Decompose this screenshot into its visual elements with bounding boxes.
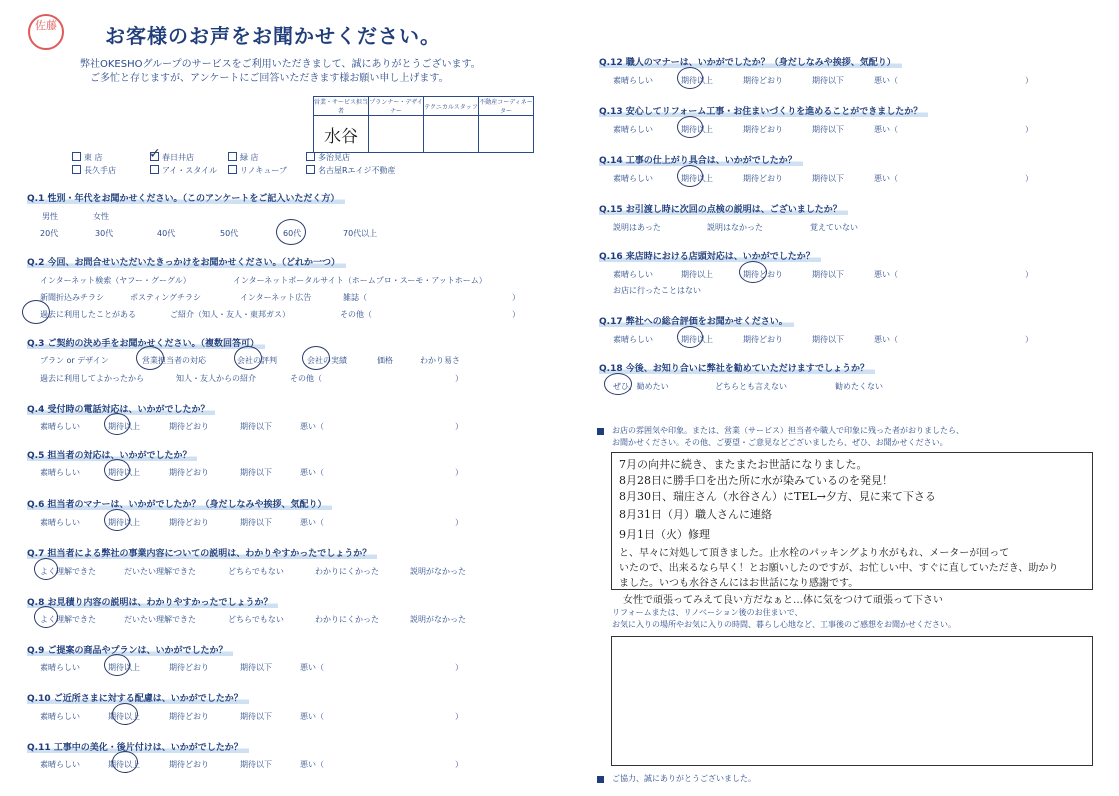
q6-as-expected[interactable]: 期待どおり [169,518,209,527]
q2-title-text: Q.2 今回、お問合せいただいたきっかけをお聞かせください。（どれか一つ） [27,258,346,268]
q14-as-expected[interactable]: 期待どおり [743,174,783,183]
staff-header-sales: 営業・サービス担当者 [314,97,369,116]
store-midori[interactable] [228,152,306,163]
q1-age-70s[interactable]: 70代以上 [343,229,378,238]
q2-internet-search[interactable]: インターネット検索（ヤフー・グーグル） [40,276,191,285]
answer-circle [677,116,703,138]
q5-bad[interactable]: 悪い（ [300,468,324,477]
comment1-prompt [612,425,964,449]
handwriting-line-1: 7月の向井に続き、またまたお世話になりました。 [619,458,868,471]
checkbox[interactable] [228,152,237,161]
q9-as-expected[interactable]: 期待どおり [169,663,209,672]
checkbox[interactable] [72,152,81,161]
q8-hard-to-understand[interactable]: わかりにくかった [315,615,379,624]
page-title: お客様のお声をお聞かせください。 [105,24,441,48]
q10-bad[interactable]: 悪い（ [300,712,324,721]
staff-header-technical: テクニカルスタッフ [424,97,479,116]
answer-circle [22,300,50,324]
q6-title-text: Q.6 担当者のマナーは、いかがでしたか？（身だしなみや挨拶、気配り） [27,500,332,510]
q2-magazine-close: ） [512,293,520,302]
q16-above[interactable]: 期待以上 [681,270,713,279]
store-label: 春日井店 [162,153,194,162]
q3-other[interactable]: その他（ [290,374,322,383]
q6-below[interactable]: 期待以下 [240,518,272,527]
handwriting-line-8: ました。いつも水谷さんにはお世話になり感謝です。 [619,578,859,589]
q11-above[interactable]: 期待以上 [108,760,140,769]
q14-bad-close: ） [1025,174,1033,183]
answer-circle [112,703,138,725]
planner-name[interactable] [369,116,424,153]
q4-bad-close: ） [455,422,463,431]
q4-as-expected[interactable]: 期待どおり [169,422,209,431]
q5-above[interactable]: 期待以上 [108,468,140,477]
technical-name[interactable] [424,116,479,153]
answer-circle [604,373,632,395]
q3-sales-response[interactable]: 営業担当者の対応 [142,356,206,365]
q12-title-text: Q.12 職人のマナーは、いかがでしたか？（身だしなみや挨拶、気配り） [599,58,902,68]
q18-title-text: Q.18 今後、お知り合いに弊社を勧めていただけますでしょうか？ [599,364,875,374]
q10-title [27,691,249,704]
q12-as-expected[interactable]: 期待どおり [743,76,783,85]
q8-neither[interactable]: どちらでもない [228,615,284,624]
q12-title [599,55,902,68]
q5-title-text: Q.5 担当者の対応は、いかがでしたか？ [27,451,197,461]
bullet-square-icon [597,776,604,783]
q2-newspaper-flyer[interactable]: 新聞折込みチラシ [40,293,104,302]
q3-other-close: ） [455,374,463,383]
q9-bad-close: ） [455,663,463,672]
store-label: リノキューブ [240,166,287,175]
staff-header-realestate: 不動産コーディネーター [479,97,534,116]
q13-excellent[interactable]: 素晴らしい [613,125,653,134]
q10-title-text: Q.10 ご近所さまに対する配慮は、いかがでしたか？ [27,694,249,704]
answer-circle [34,606,58,628]
answer-circle [104,413,130,435]
handwriting-line-3: 8月30日、瑞庄さん（水谷さん）にTEL→夕方、見に来て下さる [619,490,936,503]
q4-bad[interactable]: 悪い（ [300,422,324,431]
handwriting-line-9: 女性で頑張ってみえて良い方だなぁと…体に気をつけて頑張って下さい [623,595,943,606]
q1-gender-male[interactable]: 男性 [42,212,58,221]
q1-gender-female[interactable]: 女性 [93,212,109,221]
store-tajimi[interactable] [306,152,384,163]
q10-excellent[interactable]: 素晴らしい [40,712,80,721]
q8-no-explanation[interactable]: 説明がなかった [410,615,466,624]
q5-below[interactable]: 期待以下 [240,468,272,477]
q16-bad-close: ） [1025,270,1033,279]
q8-title-text: Q.8 お見積り内容の説明は、わかりやすかったでしょうか？ [27,598,278,608]
q7-understood-well[interactable]: よく理解できた [40,567,96,576]
q16-below[interactable]: 期待以下 [812,270,844,279]
store-label: 長久手店 [84,166,116,175]
q2-other-close: ） [512,310,520,319]
q1-title-text: Q.1 性別・年代をお聞かせください。（このアンケートをご記入いただく方） [27,194,345,204]
q13-bad[interactable]: 悪い（ [874,125,898,134]
store-nagakute[interactable] [72,165,150,176]
q7-title-text: Q.7 担当者による弊社の事業内容についての説明は、わかりやすかったでしょうか？ [27,549,377,559]
q13-below[interactable]: 期待以下 [812,125,844,134]
q9-title-text: Q.9 ご提案の商品やプランは、いかがでしたか？ [27,646,233,656]
store-label: 緑 店 [240,153,259,162]
q9-above[interactable]: 期待以上 [108,663,140,672]
q5-as-expected[interactable]: 期待どおり [169,468,209,477]
store-label: アイ・スタイル [162,166,218,175]
q6-excellent[interactable]: 素晴らしい [40,518,80,527]
q6-bad-close: ） [455,518,463,527]
q2-internet-ad[interactable]: インターネット広告 [240,293,312,302]
q18-definitely-recommend[interactable]: ぜひ、勧めたい [613,382,669,391]
q17-excellent[interactable]: 素晴らしい [613,335,653,344]
checkbox[interactable] [72,165,81,174]
answer-circle [104,654,130,676]
q11-bad-close: ） [455,760,463,769]
q3-clarity[interactable]: わかり易さ [420,356,460,365]
q15-title [599,202,848,215]
q14-above[interactable]: 期待以上 [681,174,713,183]
q18-cannot-say[interactable]: どちらとも言えない [715,382,787,391]
store-istyle[interactable] [150,165,228,176]
answer-circle [112,751,138,773]
q3-past-good[interactable]: 過去に利用してよかったから [40,374,144,383]
q16-as-expected[interactable]: 期待どおり [743,270,783,279]
q12-above[interactable]: 期待以上 [681,76,713,85]
q2-portal-site[interactable]: インターネットポータルサイト（ホームプロ・スーモ・アットホーム） [233,276,487,285]
handwriting-line-5: 9月1日（火）修理 [619,528,710,541]
q2-referral[interactable]: ご紹介（知人・友人・東邦ガス） [170,310,290,319]
comment2-prompt-line1: リフォームまたは、リノベーション後のお住まいで、 [612,608,803,617]
answer-circle [234,346,262,370]
q9-below[interactable]: 期待以下 [240,663,272,672]
answer-circle [677,326,703,348]
q14-below[interactable]: 期待以下 [812,174,844,183]
name-stamp [28,14,64,50]
q16-title [599,249,821,262]
comment2-box[interactable] [611,636,1093,766]
handwriting-line-4: 8月31日（月）職人さんに連絡 [619,508,772,521]
q15-explained[interactable]: 説明はあった [613,223,661,232]
q14-title [599,153,803,166]
store-higashi[interactable] [72,152,150,163]
q11-excellent[interactable]: 素晴らしい [40,760,80,769]
q4-below[interactable]: 期待以下 [240,422,272,431]
q9-excellent[interactable]: 素晴らしい [40,663,80,672]
store-label: 多治見店 [318,153,350,162]
thanks-line-1: 弊社OKESHOグループのサービスをご利用いただきまして、誠にありがとうございます。 [80,59,481,70]
store-kasugai[interactable] [149,146,228,163]
q2-past-use[interactable]: 過去に利用したことがある [40,310,136,319]
q11-bad[interactable]: 悪い（ [300,760,324,769]
checkbox[interactable] [306,152,315,161]
checkbox[interactable] [306,165,315,174]
stamp-text: 佐藤 [35,19,57,32]
answer-circle [104,509,130,531]
staff-header-planner: プランナー・デザイナー [369,97,424,116]
q2-other[interactable]: その他（ [340,310,372,319]
q3-company-record[interactable]: 会社の実績 [307,356,347,365]
q8-title [27,595,278,608]
q12-bad[interactable]: 悪い（ [874,76,898,85]
q6-bad[interactable]: 悪い（ [300,518,324,527]
q16-bad[interactable]: 悪い（ [874,270,898,279]
q13-title [599,104,928,117]
checkbox[interactable] [228,165,237,174]
q11-as-expected[interactable]: 期待どおり [169,760,209,769]
q13-as-expected[interactable]: 期待どおり [743,125,783,134]
q11-title [27,740,249,753]
q14-title-text: Q.14 工事の仕上がり具合は、いかがでしたか？ [599,156,803,166]
thanks-message [80,58,550,86]
q10-above[interactable]: 期待以上 [108,712,140,721]
thanks-line-2: ご多忙と存じますが、アンケートにご回答いただきます様お願い申し上げます。 [90,73,449,84]
q18-title [599,361,875,374]
q1-age-30s[interactable]: 30代 [95,229,114,238]
q17-title [599,314,794,327]
footer-thanks: ご協力、誠にありがとうございました。 [612,774,756,783]
q14-bad[interactable]: 悪い（ [874,174,898,183]
q17-bad-close: ） [1025,335,1033,344]
answer-circle [302,346,330,370]
q16-excellent[interactable]: 素晴らしい [613,270,653,279]
answer-circle [739,261,767,283]
q3-acquaintance[interactable]: 知人・友人からの紹介 [176,374,256,383]
q3-price[interactable]: 価格 [377,356,393,365]
q9-bad[interactable]: 悪い（ [300,663,324,672]
bullet-square-icon [597,428,604,435]
q13-title-text: Q.13 安心してリフォーム工事・お住まいづくりを進めることができましたか？ [599,107,928,117]
q16-never-visited[interactable]: お店に行ったことはない [613,286,701,295]
answer-circle [276,219,306,245]
q5-excellent[interactable]: 素晴らしい [40,468,80,477]
q1-age-40s[interactable]: 40代 [157,229,176,238]
q5-bad-close: ） [455,468,463,477]
q7-no-explanation[interactable]: 説明がなかった [410,567,466,576]
q2-magazine[interactable]: 雑誌（ [343,293,367,302]
q15-title-text: Q.15 お引渡し時に次回の点検の説明は、ございましたか？ [599,205,848,215]
store-nagoya-rage[interactable] [306,165,396,176]
q17-bad[interactable]: 悪い（ [874,335,898,344]
q3-title-text: Q.3 ご契約の決め手をお聞かせください。（複数回答可） [27,339,265,349]
q8-understood-well[interactable]: よく理解できた [40,615,96,624]
q7-title [27,546,377,559]
q15-dont-remember[interactable]: 覚えていない [810,223,858,232]
q12-below[interactable]: 期待以下 [812,76,844,85]
q8-mostly-understood[interactable]: だいたい理解できた [124,615,196,624]
staff-table [313,96,534,153]
q18-not-recommend[interactable]: 勧めたくない [835,382,883,391]
q13-above[interactable]: 期待以上 [681,125,713,134]
comment1-prompt-line2: お聞かせください。その他、ご要望・ご意見などございましたら、ぜひ、お聞かせください。 [612,438,948,447]
q9-title [27,643,233,656]
q17-title-text: Q.17 弊社への総合評価をお聞かせください。 [599,317,794,327]
q4-excellent[interactable]: 素晴らしい [40,422,80,431]
answer-circle [136,346,164,370]
q17-as-expected[interactable]: 期待どおり [743,335,783,344]
q4-title-text: Q.4 受付時の電話対応は、いかがでしたか？ [27,405,215,415]
q1-title [27,191,345,204]
q12-excellent[interactable]: 素晴らしい [613,76,653,85]
q6-title [27,497,332,510]
q1-age-20s[interactable]: 20代 [40,229,59,238]
comment2-prompt-line2: お気に入りの場所やお気に入りの時間、暮らし心地など、工事後のご感想をお聞かせください。 [612,620,956,629]
q2-posting-flyer[interactable]: ポスティングチラシ [130,293,202,302]
q13-bad-close: ） [1025,125,1033,134]
checkbox[interactable] [150,165,159,174]
store-row-2 [72,165,396,178]
answer-circle [677,67,703,89]
q12-bad-close: ） [1025,76,1033,85]
q14-excellent[interactable]: 素晴らしい [613,174,653,183]
sales-staff-name[interactable]: 水谷 [314,116,369,153]
q7-hard-to-understand[interactable]: わかりにくかった [315,567,379,576]
q11-title-text: Q.11 工事中の美化・後片付けは、いかがでしたか？ [27,743,249,753]
store-label: 名古屋Rエイジ不動産 [318,166,396,175]
q3-plan-design[interactable]: プラン or デザイン [40,356,109,365]
q15-not-explained[interactable]: 説明はなかった [707,223,763,232]
answer-circle [677,165,703,187]
q1-age-50s[interactable]: 50代 [220,229,239,238]
q11-below[interactable]: 期待以下 [240,760,272,769]
check-mark-icon: ✓ [149,146,161,162]
store-renocube[interactable] [228,165,306,176]
handwriting-line-6: と、早々に対処して頂きました。止水栓のパッキングより水がもれ、メーターが回って [619,548,1010,559]
q10-bad-close: ） [455,712,463,721]
q1-age-60s[interactable]: 60代 [283,229,302,238]
comment1-prompt-line1: お店の雰囲気や印象。または、営業（サービス）担当者や職人で印象に残った者がおりましたら、 [612,426,964,435]
store-label: 東 店 [84,153,103,162]
answer-circle [104,459,130,481]
comment2-prompt [612,607,956,631]
q6-above[interactable]: 期待以上 [108,518,140,527]
q16-title-text: Q.16 来店時における店頭対応は、いかがでしたか？ [599,252,821,262]
q3-company-reputation[interactable]: 会社の評判 [237,356,277,365]
handwriting-line-2: 8月28日に勝手口を出た所に水が染みているのを発見！ [619,474,893,487]
q7-neither[interactable]: どちらでもない [228,567,284,576]
q4-above[interactable]: 期待以上 [108,422,140,431]
store-row-1 [72,146,384,165]
answer-circle [34,558,58,580]
realestate-name[interactable] [479,116,534,153]
q7-mostly-understood[interactable]: だいたい理解できた [124,567,196,576]
handwriting-line-7: いたので、出来るなら早く！とお願いしたのですが、お忙しい中、すぐに直していただき、助かり [619,563,1059,574]
q2-title [27,255,346,268]
q17-below[interactable]: 期待以下 [812,335,844,344]
q10-as-expected[interactable]: 期待どおり [169,712,209,721]
store-selection [72,146,396,178]
q17-above[interactable]: 期待以上 [681,335,713,344]
q10-below[interactable]: 期待以下 [240,712,272,721]
